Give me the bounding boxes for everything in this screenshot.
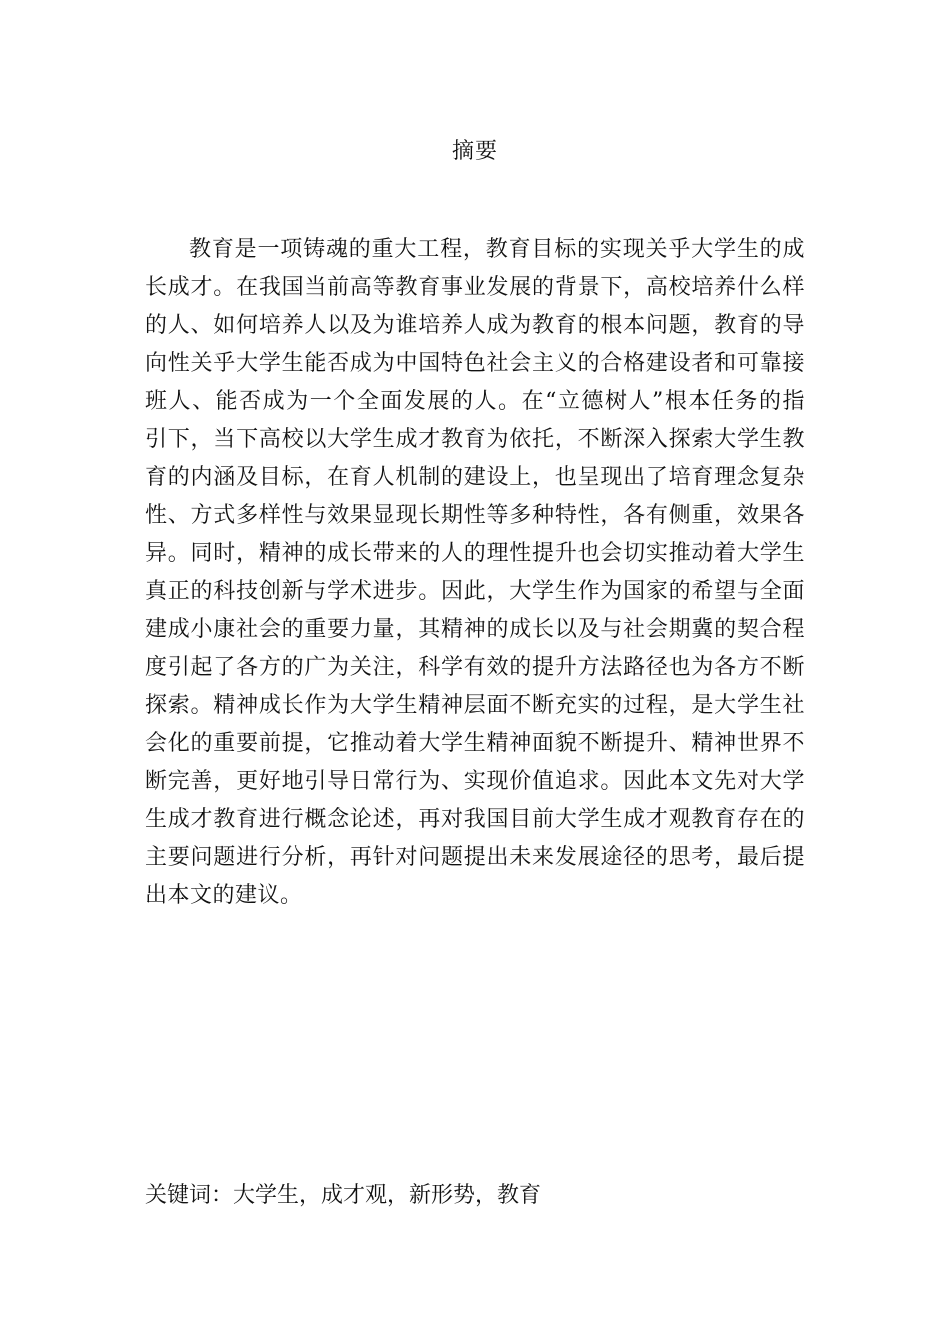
abstract-line: 主要问题进行分析，再针对问题提出未来发展途径的思考，最后提 — [145, 845, 805, 870]
abstract-line: 断完善，更好地引导日常行为、实现价值追求。因此本文先对大学 — [145, 769, 805, 794]
abstract-line: 班人、能否成为一个全面发展的人。在“立德树人”根本任务的指 — [145, 389, 805, 414]
abstract-line: 异。同时，精神的成长带来的人的理性提升也会切实推动着大学生 — [145, 541, 805, 566]
abstract-line: 教育是一项铸魂的重大工程，教育目标的实现关乎大学生的成 — [189, 237, 805, 262]
abstract-line: 度引起了各方的广为关注，科学有效的提升方法路径也为各方不断 — [145, 655, 805, 680]
page-title: 摘要 — [451, 139, 498, 164]
abstract-line: 育的内涵及目标，在育人机制的建设上，也呈现出了培育理念复杂 — [145, 465, 805, 490]
abstract-line: 会化的重要前提，它推动着大学生精神面貌不断提升、精神世界不 — [145, 731, 805, 756]
abstract-line: 引下，当下高校以大学生成才教育为依托，不断深入探索大学生教 — [145, 427, 805, 452]
abstract-line: 长成才。在我国当前高等教育事业发展的背景下，高校培养什么样 — [145, 275, 805, 300]
abstract-line: 性、方式多样性与效果显现长期性等多种特性，各有侧重，效果各 — [145, 503, 805, 528]
abstract-line: 生成才教育进行概念论述，再对我国目前大学生成才观教育存在的 — [145, 807, 805, 832]
abstract-line: 建成小康社会的重要力量，其精神的成长以及与社会期冀的契合程 — [145, 617, 805, 642]
keywords-line: 关键词：大学生，成才观，新形势，教育 — [145, 1183, 542, 1208]
abstract-line: 真正的科技创新与学术进步。因此，大学生作为国家的希望与全面 — [145, 579, 805, 604]
abstract-line: 的人、如何培养人以及为谁培养人成为教育的根本问题，教育的导 — [145, 313, 805, 338]
abstract-line: 向性关乎大学生能否成为中国特色社会主义的合格建设者和可靠接 — [145, 351, 805, 376]
abstract-line: 探索。精神成长作为大学生精神层面不断充实的过程，是大学生社 — [145, 693, 805, 718]
abstract-line: 出本文的建议。 — [145, 883, 303, 908]
abstract-body — [145, 232, 805, 916]
